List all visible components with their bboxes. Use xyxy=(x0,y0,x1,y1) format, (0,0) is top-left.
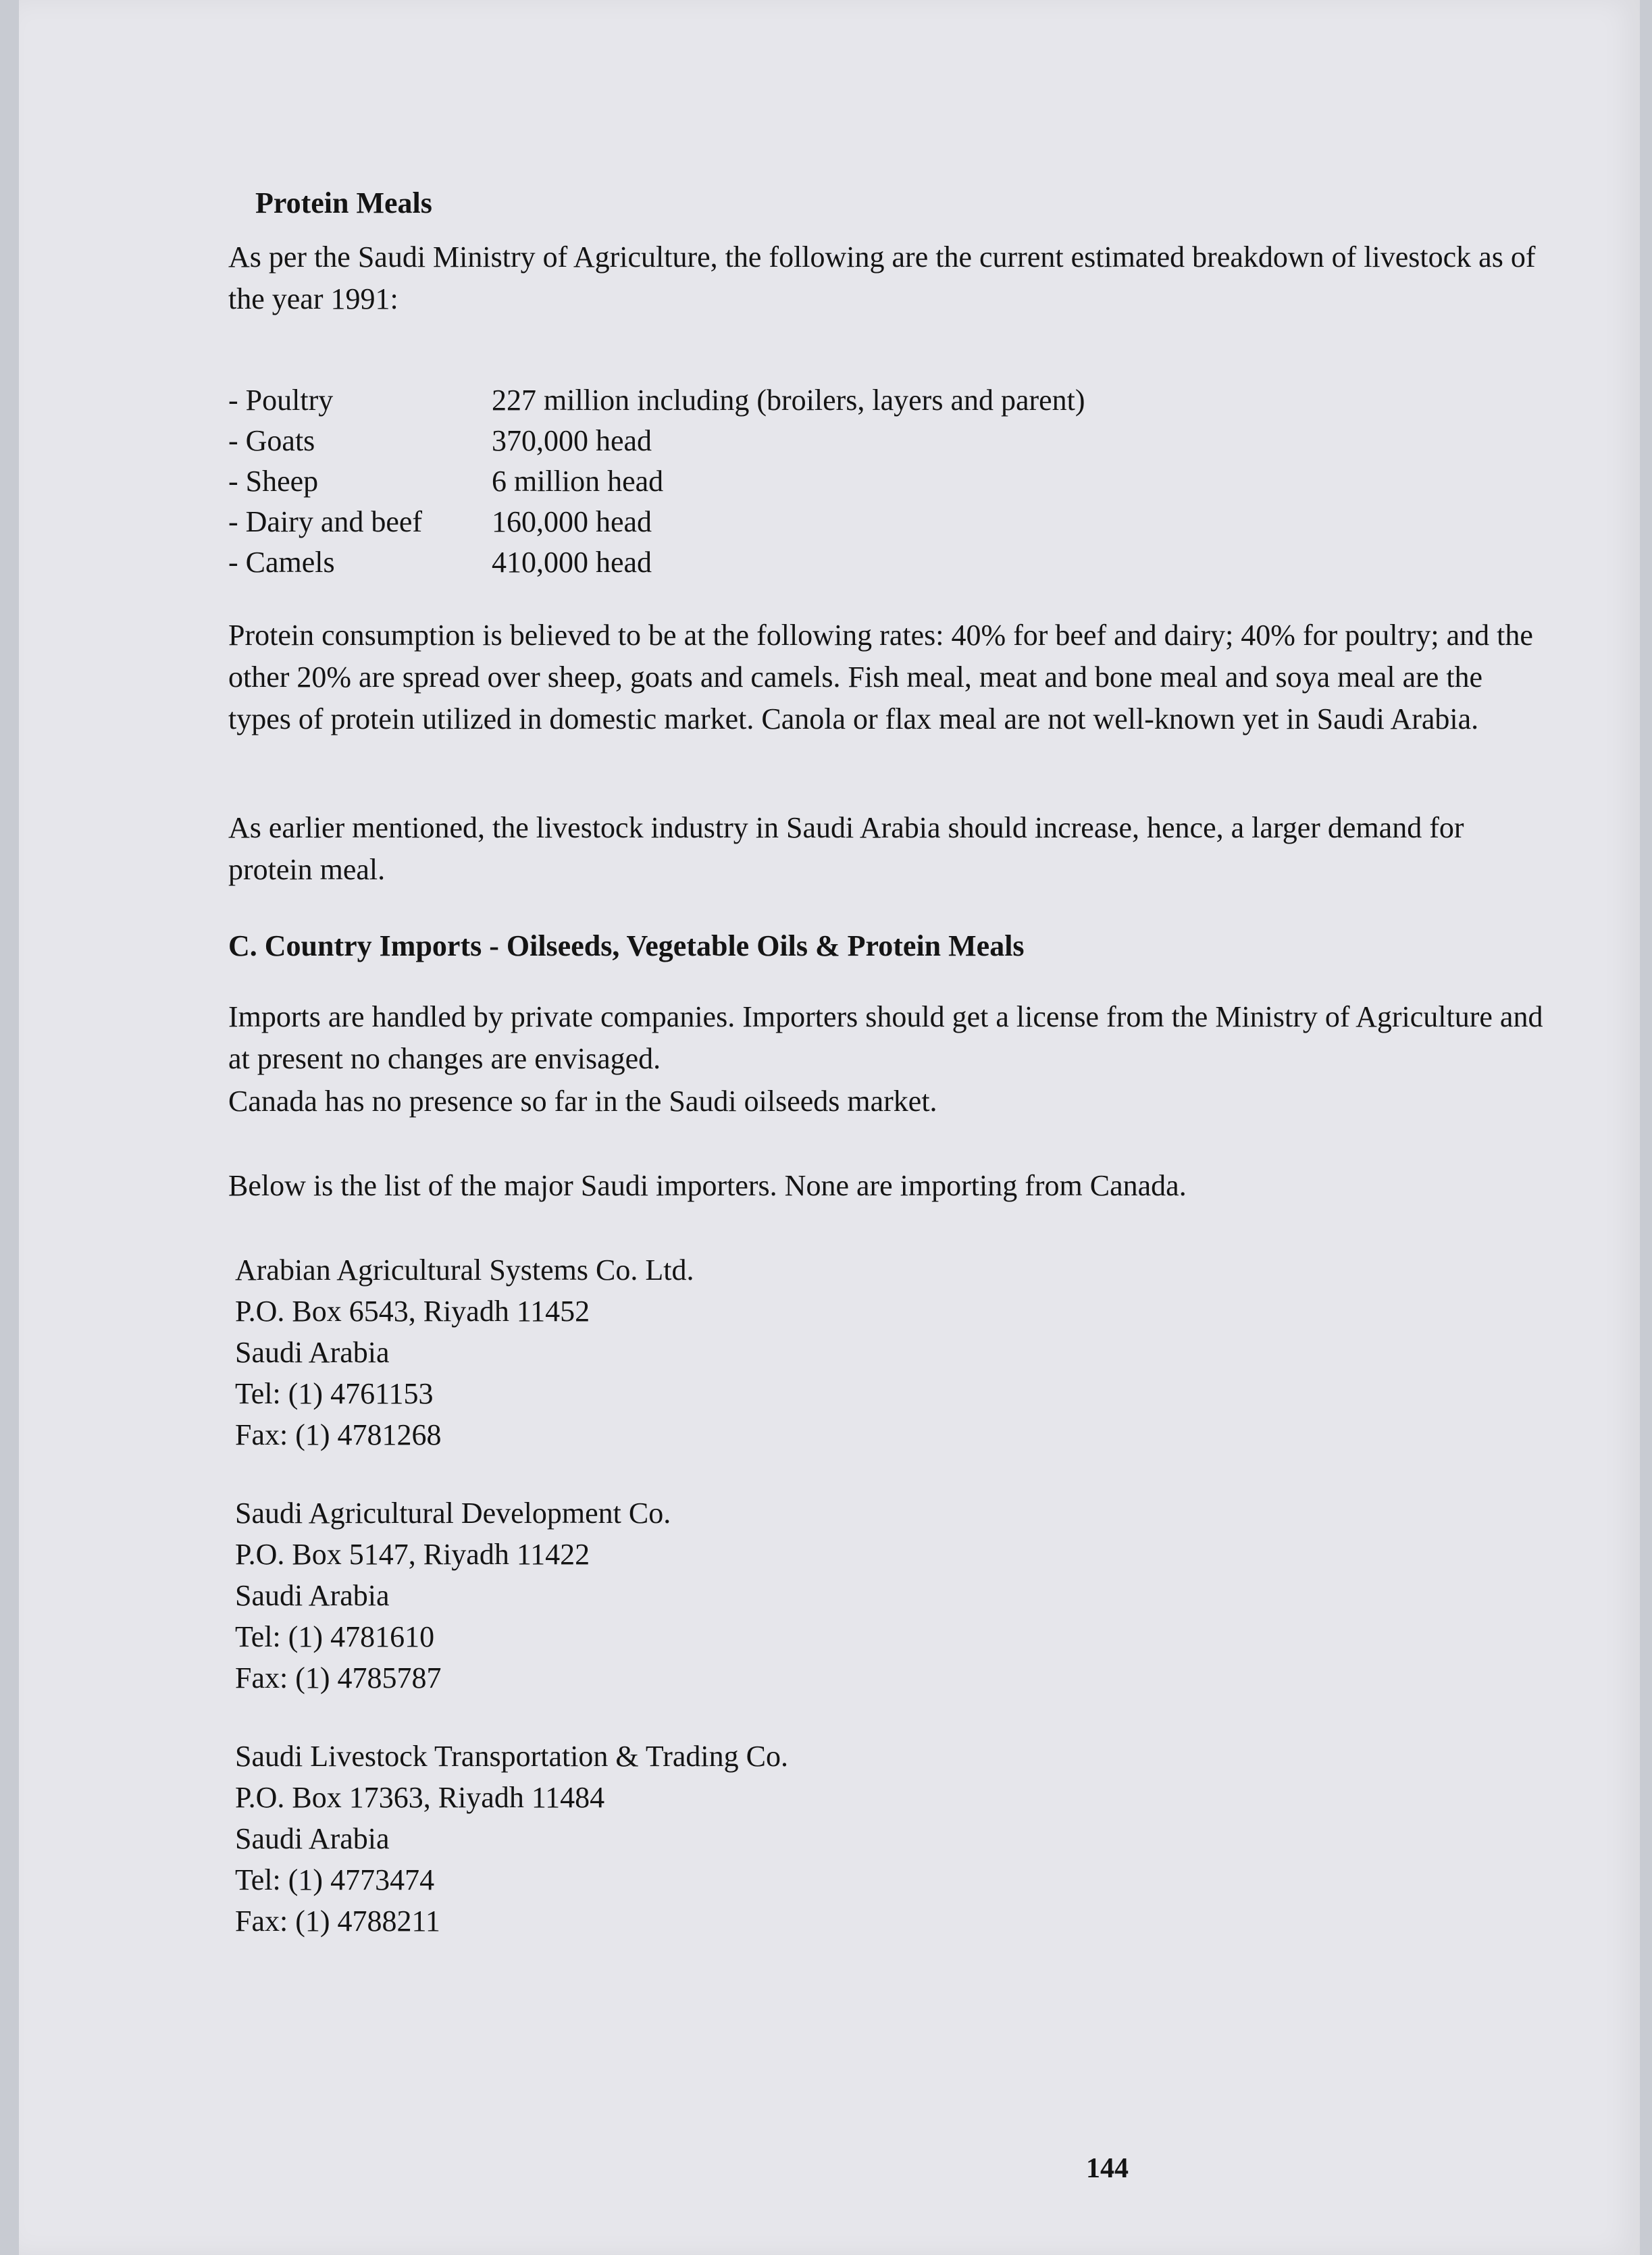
country-imports-heading: C. Country Imports - Oilseeds, Vegetable Oils & Protein Meals xyxy=(228,929,1025,962)
importer-po-box: P.O. Box 5147, Riyadh 11422 xyxy=(235,1538,590,1571)
livestock-name: - Sheep xyxy=(228,465,319,498)
importer-address xyxy=(235,1249,694,1455)
importer-name: Saudi Livestock Transportation & Trading Co. xyxy=(235,1740,788,1773)
livestock-name: - Camels xyxy=(228,546,335,579)
list-item xyxy=(228,380,1085,420)
importer-country: Saudi Arabia xyxy=(235,1336,390,1369)
importer-country: Saudi Arabia xyxy=(235,1822,390,1855)
canada-presence-paragraph: Canada has no presence so far in the Saudi oilseeds market. xyxy=(228,1085,937,1118)
protein-meals-heading: Protein Meals xyxy=(255,186,432,219)
livestock-value: 160,000 head xyxy=(492,505,652,538)
importer-fax: Fax: (1) 4781268 xyxy=(235,1418,442,1451)
protein-demand-paragraph: As earlier mentioned, the livestock industry in Saudi Arabia should increase, hence, a larger demand for protein meal. xyxy=(228,811,1464,886)
list-item xyxy=(228,420,1085,461)
list-item xyxy=(228,461,1085,501)
livestock-value: 6 million head xyxy=(492,465,664,498)
importer-name: Arabian Agricultural Systems Co. Ltd. xyxy=(235,1253,694,1287)
importer-tel: Tel: (1) 4773474 xyxy=(235,1863,435,1896)
protein-consumption-paragraph: Protein consumption is believed to be at the following rates: 40% for beef and dairy; 40% for poultry; and the other 20% are spread over sheep, goats and camels. Fish meal, meat and bone meal and soya meal are the types of protein utilized in domestic market. Canola or flax meal are not well-known yet in Saudi Arabia. xyxy=(228,619,1533,735)
livestock-intro-paragraph: As per the Saudi Ministry of Agriculture, the following are the current estimated breakdown of livestock as of the year 1991: xyxy=(228,240,1536,315)
importer-fax: Fax: (1) 4788211 xyxy=(235,1904,440,1938)
importer-po-box: P.O. Box 17363, Riyadh 11484 xyxy=(235,1781,605,1814)
importer-fax: Fax: (1) 4785787 xyxy=(235,1661,442,1694)
livestock-value: 370,000 head xyxy=(492,424,652,457)
importer-tel: Tel: (1) 4761153 xyxy=(235,1377,434,1410)
importer-country: Saudi Arabia xyxy=(235,1579,390,1612)
livestock-name: - Dairy and beef xyxy=(228,505,423,538)
livestock-name: - Poultry xyxy=(228,384,334,417)
livestock-list xyxy=(228,380,1085,582)
page-number: 144 xyxy=(1086,2153,1129,2184)
livestock-name: - Goats xyxy=(228,424,315,457)
importer-address xyxy=(235,1736,788,1942)
document-page xyxy=(19,0,1640,2255)
importers-intro-paragraph: Below is the list of the major Saudi importers. None are importing from Canada. xyxy=(228,1169,1187,1202)
importer-po-box: P.O. Box 6543, Riyadh 11452 xyxy=(235,1295,590,1328)
list-item xyxy=(228,501,1085,542)
importer-name: Saudi Agricultural Development Co. xyxy=(235,1497,671,1530)
livestock-value: 227 million including (broilers, layers and parent) xyxy=(492,384,1085,417)
livestock-value: 410,000 head xyxy=(492,546,652,579)
importer-address xyxy=(235,1493,671,1699)
list-item xyxy=(228,542,1085,582)
importer-tel: Tel: (1) 4781610 xyxy=(235,1620,435,1653)
imports-paragraph: Imports are handled by private companies. Importers should get a license from the Ministry of Agriculture and at present no changes are envisaged. xyxy=(228,1000,1543,1075)
